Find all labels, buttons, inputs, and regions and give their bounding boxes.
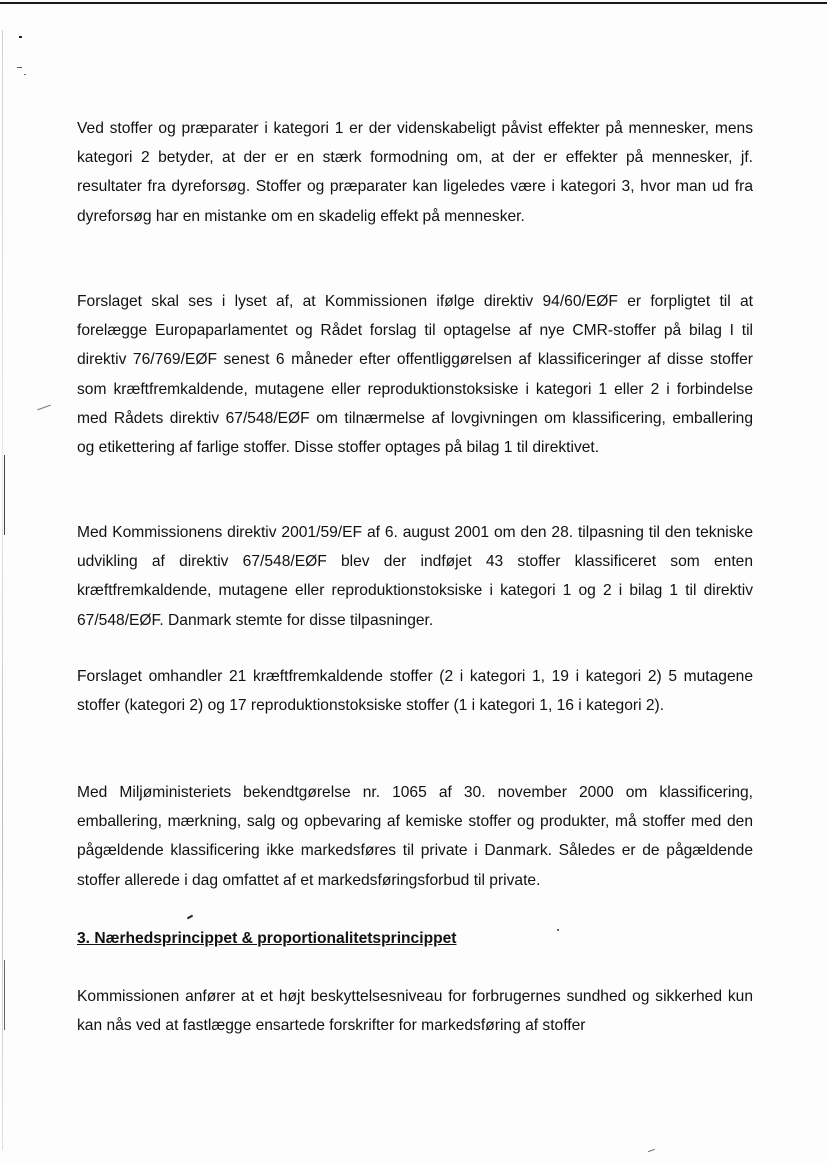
- paragraph-substance-counts: Forslaget omhandler 21 kræftfremkaldende stoffer (2 i kategori 1, 19 i kategori 2) 5 mutagene stoffer (kategori 2) og 17 reproduktionstoksiske stoffer (1 i kategori 1, 16 i kategori 2).: [77, 668, 753, 715]
- scan-speck: [24, 74, 26, 75]
- scan-left-edge: [2, 30, 3, 1150]
- scan-speck: [37, 405, 50, 411]
- paragraph-commission-directive: Med Kommissionens direktiv 2001/59/EF af 6. august 2001 om den 28. tilpasning til den tekniske udvikling af direktiv 67/548/EØF blev der indføjet 43 stoffer klassificeret som enten kræftfremkaldende, mutagene eller reproduktionstoksiske i kategori 1 og 2 i bilag 1 til direktiv 67/548/EØF. Danmark stemte for disse tilpasninger.: [77, 524, 753, 629]
- paragraph-categories: Ved stoffer og præparater i kategori 1 er der videnskabeligt påvist effekter på mennesker, mens kategori 2 betyder, at der er en stærk formodning om, at der er effekter på mennesker, jf. resultater fra dyreforsøg. Stoffer og præparater kan ligeledes være i kategori 3, hvor man ud fra dyreforsøg har en mistanke om en skadelig effekt på mennesker.: [77, 120, 753, 225]
- scan-speck: [17, 67, 22, 68]
- scan-speck: [4, 455, 5, 535]
- scan-top-edge: [0, 2, 827, 4]
- scan-speck: [4, 960, 5, 1030]
- scan-speck: [19, 36, 22, 38]
- scan-speck: [557, 929, 559, 931]
- paragraph-proposal-context: Forslaget skal ses i lyset af, at Kommissionen ifølge direktiv 94/60/EØF er forpligtet til at forelægge Europaparlamentet og Rådet forslag til optagelse af nye CMR-stoffer på bilag I til direktiv 76/769/EØF senest 6 måneder efter offentliggørelsen af klassificeringer af disse stoffer som kræftfremkaldende, mutagene eller reproduktionstoksiske i kategori 1 eller 2 i forbindelse med Rådets direktiv 67/548/EØF om tilnærmelse af lovgivningen om klassificering, emballering og etikettering af farlige stoffer. Disse stoffer optages på bilag 1 til direktivet.: [77, 293, 753, 457]
- scan-speck: [648, 1149, 655, 1152]
- paragraph-final: Kommissionen anfører at et højt beskyttelsesniveau for forbrugernes sundhed og sikkerhed kun kan nås ved at fastlægge ensartede forskrifter for markedsføring af stoffer: [77, 988, 753, 1035]
- paragraph-danish-order: Med Miljøministeriets bekendtgørelse nr. 1065 af 30. november 2000 om klassificering, emballering, mærkning, salg og opbevaring af kemiske stoffer og produkter, må stoffer med den pågældende klassificering ikke markedsføres til private i Danmark. Således er de pågældende stoffer allerede i dag omfattet af et markedsføringsforbud til private.: [77, 784, 753, 889]
- section-heading: 3. Nærhedsprincippet & proportionalitetsprincippet: [77, 930, 457, 947]
- scan-speck: [187, 915, 193, 920]
